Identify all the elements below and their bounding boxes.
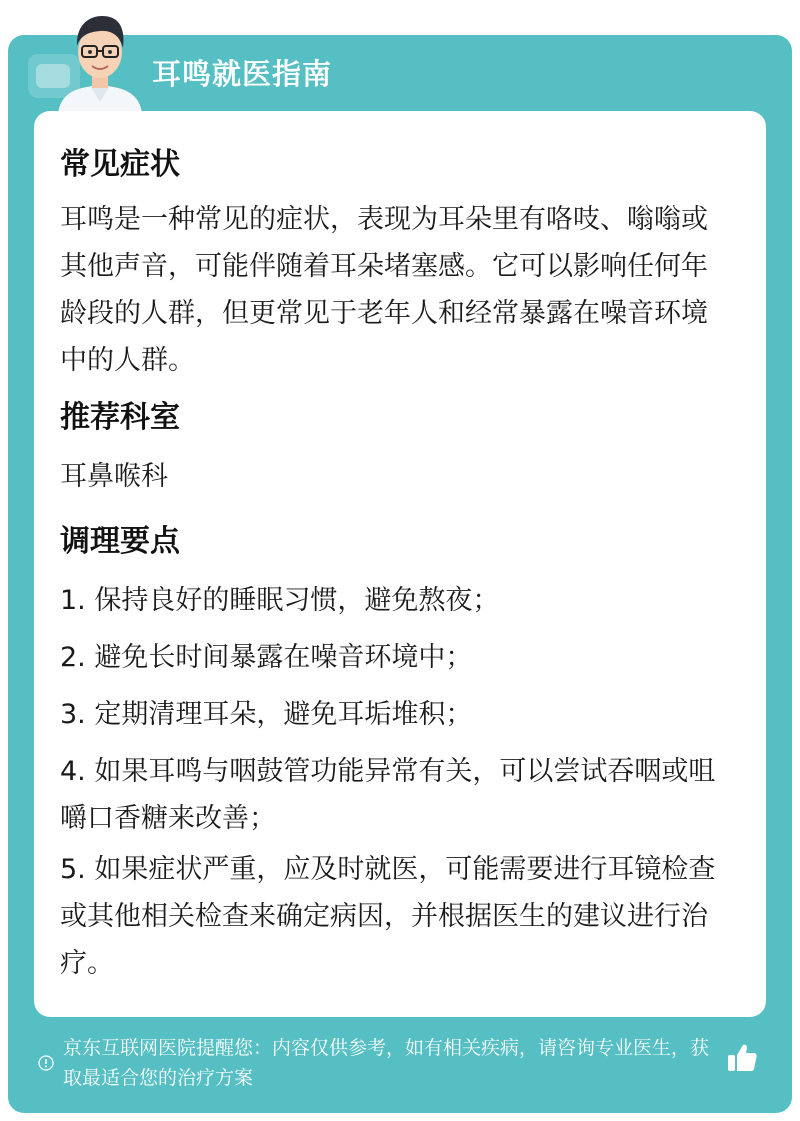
care-item-3: 3. 定期清理耳朵，避免耳垢堆积； — [60, 699, 473, 730]
thumbs-up-icon[interactable] — [726, 1042, 758, 1074]
care-item-4: 4. 如果耳鸣与咽鼓管功能异常有关，可以尝试吞咽或咀嚼口香糖来改善； — [60, 756, 716, 834]
disclaimer-note: 京东互联网医院提醒您：内容仅供参考，如有相关疾病，请咨询专业医生，获取最适合您的治疗方案 — [63, 1037, 710, 1089]
page-title: 耳鸣就医指南 — [152, 57, 333, 91]
care-item-5: 5. 如果症状严重，应及时就医，可能需要进行耳镜检查或其他相关检查来确定病因，并根据医生的建议进行治疗。 — [60, 854, 716, 979]
department-text: 耳鼻喉科 — [60, 461, 168, 492]
info-icon — [38, 1055, 54, 1071]
doctor-avatar — [50, 6, 150, 114]
care-item-2: 2. 避免长时间暴露在噪音环境中； — [60, 642, 473, 673]
section-title-symptoms: 常见症状 — [60, 147, 180, 182]
care-item-1: 1. 保持良好的睡眠习惯，避免熬夜； — [60, 585, 500, 616]
symptoms-text: 耳鸣是一种常见的症状，表现为耳朵里有咯吱、嗡嗡或其他声音，可能伴随着耳朵堵塞感。它可以影响任何年龄段的人群，但更常见于老年人和经常暴露在噪音环境中的人群。 — [60, 204, 708, 376]
section-title-care: 调理要点 — [60, 524, 180, 559]
section-title-department: 推荐科室 — [60, 400, 180, 435]
